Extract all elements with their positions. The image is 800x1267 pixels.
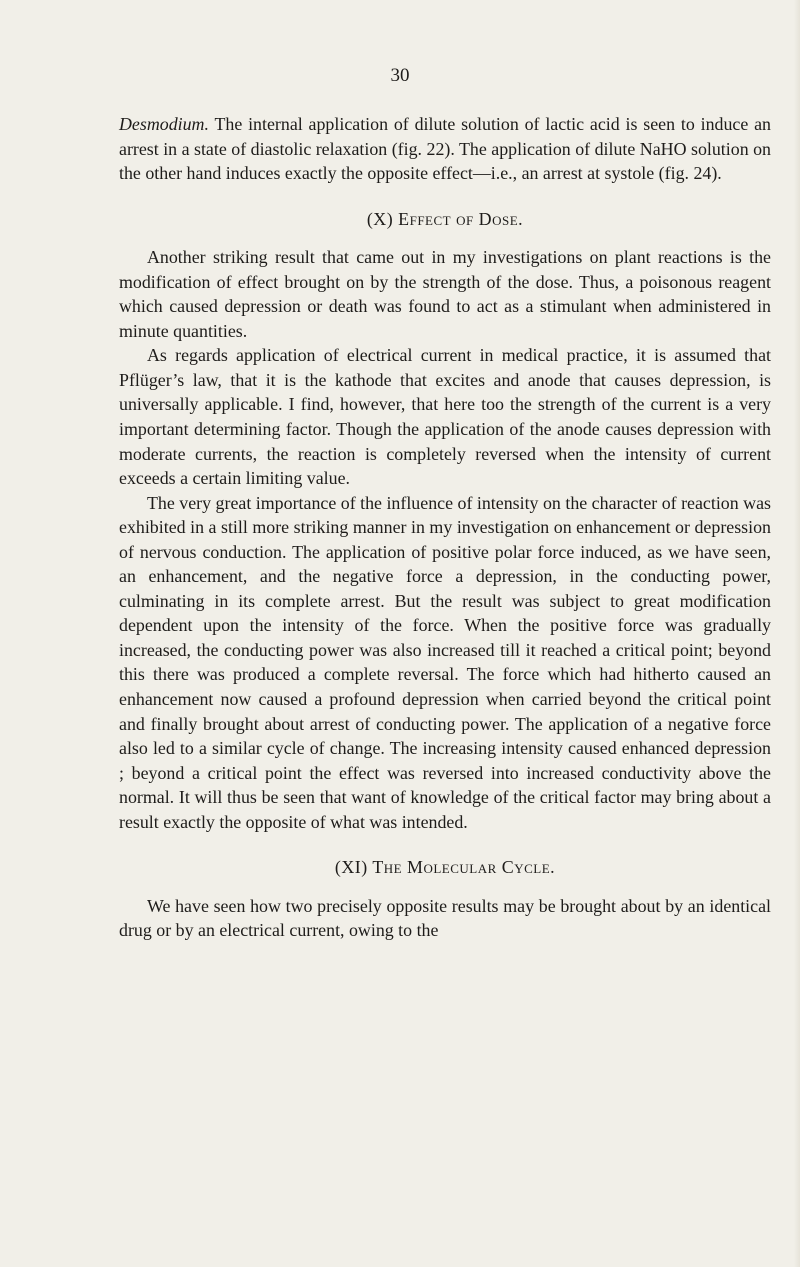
paragraph: Another striking result that came out in my investigations on plant reactions is the modification of effect brought on by the strength of the dose. Thus, a poisonous reagent which caused depression or death was found to act as a stimulant when administered in minute quantities. <box>119 247 771 341</box>
section-heading-effect-of-dose <box>119 207 771 232</box>
opening-paragraph <box>119 112 771 186</box>
section-number: (X) <box>366 208 394 229</box>
paragraph: As regards application of electrical current in medical practice, it is assumed that Pflüger’s law, that it is the kathode that excites and anode that causes depression, is universally applicable. I find, however, that here too the strength of the current is a very important determining factor. Though the application of the anode causes depression with moderate currents, the reaction is completely reversed when the intensity of current exceeds a certain limiting value. <box>119 345 771 489</box>
paragraph: The very great importance of the influence of intensity on the character of reaction was exhibited in a still more striking manner in my investigation on enhancement or depression of nervous conduction. The application of positive polar force induced, as we have seen, an enhancement, and the negative force a depression, in the conducting power, culminating in its complete arrest. But the result was subject to great modification dependent upon the intensity of the force. When the positive force was gradually increased, the conducting power was also increased till it reached a critical point; beyond this there was produced a complete reversal. The force which had hitherto caused an enhancement now caused a profound depression when carried beyond the critical point and finally brought about arrest of conducting power. The application of a negative force also led to a similar cycle of change. The increasing intensity caused enhanced depression ; beyond a critical point the effect was reversed into increased conductivity above the normal. It will thus be seen that want of knowledge of the critical factor may bring about a result exactly the opposite of what was intended. <box>119 492 771 832</box>
page-body <box>119 112 771 943</box>
italic-lead-term: Desmodium. <box>119 114 209 134</box>
paragraph: We have seen how two precisely opposite results may be brought about by an identical drug or by an electrical current, owing to the <box>119 895 771 941</box>
section-heading-molecular-cycle <box>119 855 771 880</box>
opening-paragraph-text: The internal application of dilute solution of lactic acid is seen to induce an arrest in a state of diastolic relaxation (fig. 22). The application of dilute NaHO solution on the other hand induces exactly the opposite effect—i.e., an arrest at systole (fig. 24). <box>119 114 772 184</box>
section-title: The Molecular Cycle. <box>372 857 556 878</box>
page-number: 30 <box>390 65 410 86</box>
page-edge-shadow <box>794 0 800 1267</box>
section-number: (XI) <box>334 857 368 878</box>
section-title: Effect of Dose. <box>398 208 524 229</box>
